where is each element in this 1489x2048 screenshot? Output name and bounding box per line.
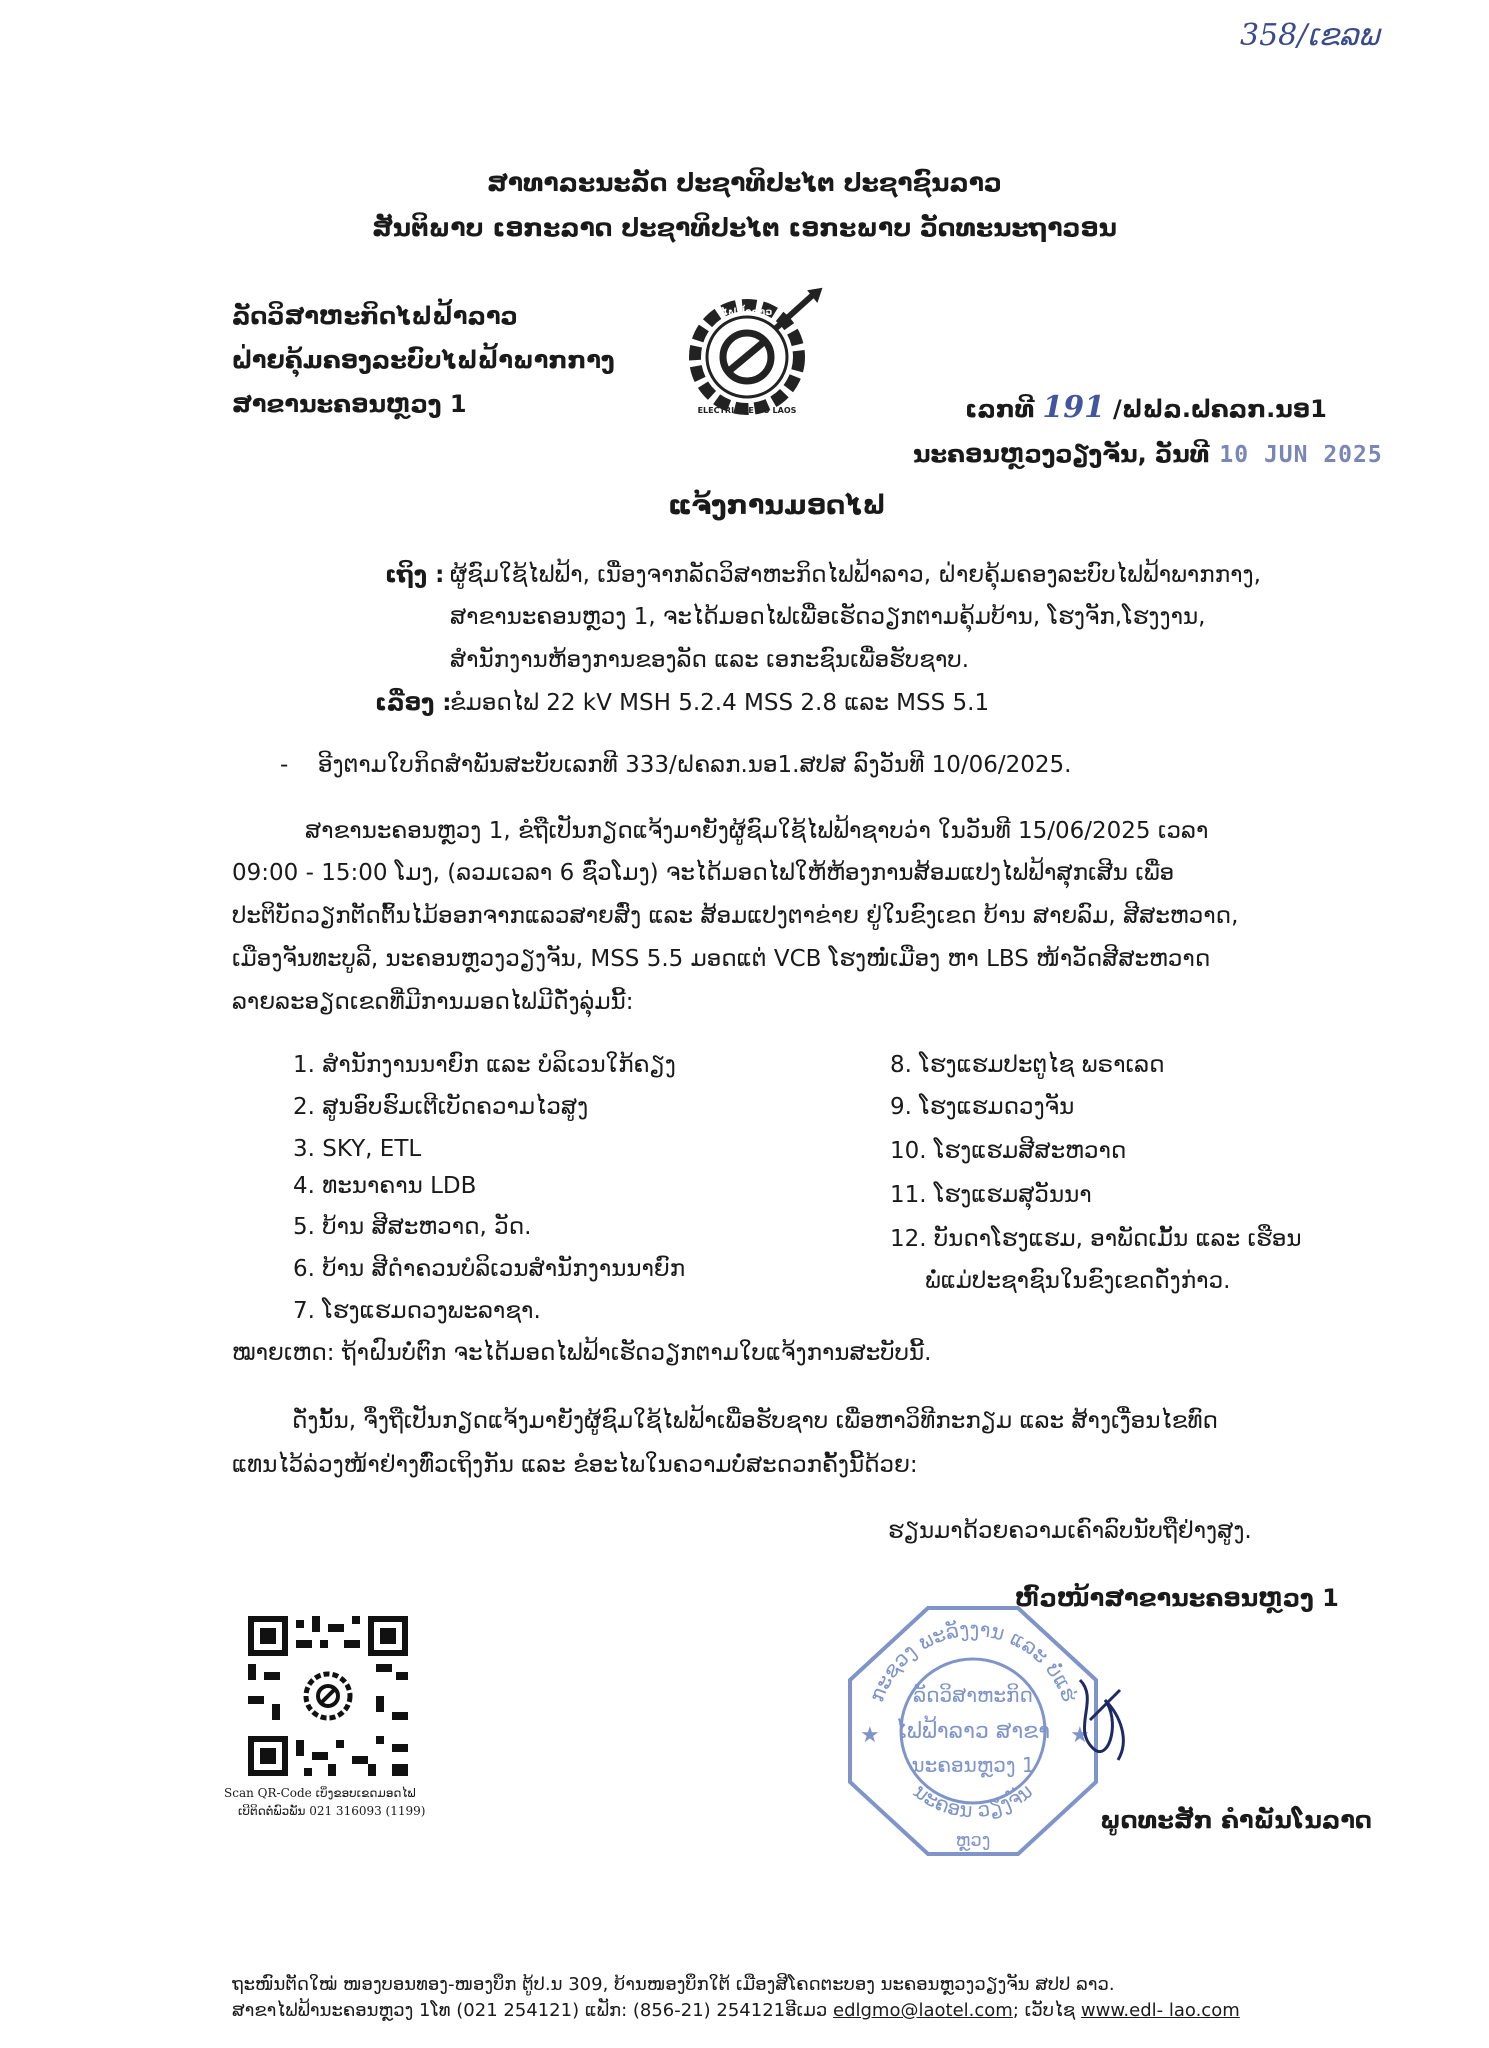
signatory-title: ຫົວໜ້າສາຂານະຄອນຫຼວງ 1 xyxy=(1015,1584,1339,1612)
signatory-name: ພູດທະສັກ ຄຳພັນໂນລາດ xyxy=(1100,1806,1372,1834)
footer-email[interactable]: edlgmo@laotel.com xyxy=(833,2000,1013,2021)
footer-website[interactable]: www.edl- lao.com xyxy=(1080,2000,1240,2021)
stamp-center-1: ລັດວິສາຫະກິດ xyxy=(913,1683,1033,1707)
list-item: 12. ບັນດາໂຮງແຮມ, ອາພັດເມັ້ນ ແລະ ເຮືອນ xyxy=(890,1226,1302,1252)
list-item: 7. ໂຮງແຮມດວງພະລາຊາ. xyxy=(293,1298,541,1324)
closing-line2: ແທນໄວ້ລ່ວງໜ້າຢ່າງທົ່ວເຖິງກັນ ແລະ ຂໍອະໄພໃນຄວາມບໍ່ສະດວກຄັ້ງນີ້ດ້ວຍ: xyxy=(232,1452,918,1478)
ref-suffix: /ຟຟລ.ຝຄລກ.ນອ1 xyxy=(1113,395,1327,423)
date-stamp: 10 JUN 2025 xyxy=(1219,442,1383,468)
star-icon: ★ xyxy=(1070,1723,1090,1748)
subject-label: ເລື່ອງ : xyxy=(375,690,452,716)
stamp-ring-top: ກະຊວງ ພະລັງງານ ແລະ ບໍ່ແຮ່ xyxy=(864,1616,1082,1706)
list-item: 8. ໂຮງແຮມປະຕູໄຊ ພຣາເລດ xyxy=(890,1052,1165,1078)
document-title: ແຈ້ງການມອດໄຟ xyxy=(668,490,886,521)
stamp-ring-bottom: ນະຄອນ ວຽງຈັນ xyxy=(909,1778,1037,1823)
body-line2: 09:00 - 15:00 ໂມງ, (ລວມເວລາ 6 ຊົ່ວໂມງ) ຈະໄດ້ມອດໄຟໃຫ້ຫ້ອງການສ້ອມແປງໄຟຟ້າສຸກເສີນ ເພື່ອ xyxy=(232,860,1175,886)
org-name: ລັດວິສາຫະກິດໄຟຟ້າລາວ xyxy=(232,302,518,330)
place-label: ນະຄອນຫຼວງວຽງຈັນ, ວັນທີ xyxy=(913,440,1210,468)
place-and-date xyxy=(913,440,1383,468)
body-line4: ເມືອງຈັນທະບູລີ, ນະຄອນຫຼວງວຽງຈັນ, MSS 5.5 ມອດແຕ່ VCB ໂຮງໜໍ່ເມືອງ ຫາ LBS ໜ້າວັດສີສະຫວາດ xyxy=(232,946,1211,972)
qr-code-icon xyxy=(248,1616,408,1776)
edl-logo xyxy=(675,285,830,430)
list-item: 4. ທະນາຄານ LDB xyxy=(293,1173,477,1199)
list-item: 9. ໂຮງແຮມດວງຈັນ xyxy=(890,1094,1075,1120)
qr-caption-line2: ເບີຕິດຕໍ່ພົວພັນ 021 316093 (1199) xyxy=(238,1804,426,1818)
list-item: 2. ສູນອົບຮົມເຕີເບັດຄວາມໄວສູງ xyxy=(293,1094,589,1120)
list-item: 6. ບ້ານ ສີດຳຄວນບໍລິເວນສຳນັກງານນາຍົກ xyxy=(293,1256,686,1282)
list-item: 1. ສຳນັກງານນາຍົກ ແລະ ບໍລິເວນໃກ້ຄຽງ xyxy=(293,1052,676,1078)
footer-phone-fax: ສາຂາໄຟຟ້ານະຄອນຫຼວງ 1ໂທ (021 254121) ແຟັກ: (856-21) 254121ອີເມວ xyxy=(232,2000,828,2021)
stamp-ring-label: ຫຼວງ xyxy=(955,1830,991,1851)
subject-text: ຂໍມອດໄຟ 22 kV MSH 5.2.4 MSS 2.8 ແລະ MSS 5.1 xyxy=(450,690,990,716)
logo-bottom-text: ELECTRICITE DU LAOS xyxy=(697,406,797,415)
logo-top-text: ໄຟຟ້າລາວ xyxy=(721,307,773,318)
footer-address: ຖະໜົນຕັດໃໝ່ ໜອງບອນທອງ-ໜອງບຶກ ຕູ້ປ.ນ 309, ບ້ານໜອງບຶກໃຕ້ ເມືອງສີໂຄດຕະບອງ ນະຄອນຫຼວງວຽງຈັນ ສປປ ລາວ. xyxy=(232,1974,1115,1995)
note: ໝາຍເຫດ: ຖ້າຝົນບໍ່ຕົກ ຈະໄດ້ມອດໄຟຟ້າເຮັດວຽກຕາມໃບແຈ້ງການສະບັບນີ້. xyxy=(232,1340,932,1366)
corner-handwritten-note: 358/ເຂລພ xyxy=(1240,18,1380,53)
national-header-line1: ສາທາລະນະລັດ ປະຊາທິປະໄຕ ປະຊາຊົນລາວ xyxy=(487,168,1002,197)
reference-text: ອີງຕາມໃບກິດສຳພັນສະບັບເລກທີ 333/ຝຄລກ.ນອ1.ສປສ ລົງວັນທີ 10/06/2025. xyxy=(318,752,1072,778)
org-department: ຝ່າຍຄຸ້ມຄອງລະບົບໄຟຟ້າພາກກາງ xyxy=(232,346,615,374)
to-label: ເຖິງ : xyxy=(385,562,445,588)
body-line5: ລາຍລະອຽດເຂດທີ່ມີການມອດໄຟມີດັ່ງລຸ່ມນີ້: xyxy=(232,989,634,1015)
ref-prefix: ເລກທີ xyxy=(965,395,1035,423)
svg-text:ນະຄອນ ວຽງຈັນ xyxy=(909,1779,1037,1823)
list-item: 10. ໂຮງແຮມສີສະຫວາດ xyxy=(890,1138,1127,1164)
national-header-line2: ສັນຕິພາບ ເອກະລາດ ປະຊາທິປະໄຕ ເອກະພາບ ວັດທະນະຖາວອນ xyxy=(372,213,1117,242)
body-line1: ສາຂານະຄອນຫຼວງ 1, ຂໍຖືເປັນກຽດແຈ້ງມາຍັງຜູ້ຊົມໃຊ້ໄຟຟ້າຊາບວ່າ ໃນວັນທີ 15/06/2025 ເວລາ xyxy=(305,818,1209,844)
stamp-center-2: ໄຟຟ້າລາວ ສາຂາ xyxy=(895,1719,1051,1744)
stamp-center-3: ນະຄອນຫຼວງ 1 xyxy=(911,1753,1035,1777)
list-item: 3. SKY, ETL xyxy=(293,1136,422,1162)
qr-code[interactable] xyxy=(248,1616,408,1776)
edl-logo-icon xyxy=(675,285,830,430)
reference-bullet: - xyxy=(280,752,289,778)
list-item: 5. ບ້ານ ສີສະຫວາດ, ວັດ. xyxy=(293,1214,532,1240)
to-line1: ຜູ້ຊົມໃຊ້ໄຟຟ້າ, ເນື່ອງຈາກລັດວິສາຫະກິດໄຟຟ້າລາວ, ຝ່າຍຄຸ້ມຄອງລະບົບໄຟຟ້າພາກກາງ, xyxy=(450,562,1261,588)
ref-number: 191 xyxy=(1042,390,1106,425)
footer-contacts xyxy=(232,2000,1240,2021)
list-item: ພໍ່ແມ່ປະຊາຊົນໃນຂົງເຂດດັ່ງກ່າວ. xyxy=(925,1268,1231,1294)
qr-caption-line1: Scan QR-Code ເບິ່ງຂອບເຂດມອດໄຟ xyxy=(224,1786,416,1800)
star-icon: ★ xyxy=(860,1723,880,1748)
to-line3: ສຳນັກງານຫ້ອງການຂອງລັດ ແລະ ເອກະຊົນເພື່ອຮັບຊາບ. xyxy=(450,647,970,673)
signature-scribble xyxy=(1060,1660,1140,1780)
to-line2: ສາຂານະຄອນຫຼວງ 1, ຈະໄດ້ມອດໄຟເພື່ອເຮັດວຽກຕາມຄຸ້ມບ້ານ, ໂຮງຈັກ,ໂຮງງານ, xyxy=(450,604,1206,630)
reference-number xyxy=(965,390,1327,425)
footer-web-label: ; ເວັບໄຊ xyxy=(1012,2000,1076,2021)
closing-line1: ດັ່ງນັ້ນ, ຈຶ່ງຖືເປັນກຽດແຈ້ງມາຍັງຜູ້ຊົມໃຊ້ໄຟຟ້າເພື່ອຮັບຊາບ ເພື່ອຫາວິທີກະກຽມ ແລະ ສ້າງເງື່ອນໄຂທົດ xyxy=(292,1408,1218,1434)
org-branch: ສາຂານະຄອນຫຼວງ 1 xyxy=(232,390,467,418)
list-item: 11. ໂຮງແຮມສຸວັນນາ xyxy=(890,1182,1092,1208)
body-line3: ປະຕິບັດວຽກຕັດຕົ້ນໄມ້ອອກຈາກແລວສາຍສົ່ງ ແລະ ສ້ອມແປງຕາຂ່າຍ ຢູ່ໃນຂົງເຂດ ບ້ານ ສາຍລົມ, ສີສະຫວາດ, xyxy=(232,903,1239,929)
signature-mark xyxy=(1060,1660,1140,1780)
closing-regards: ຮຽນມາດ້ວຍຄວາມເຄົາລົບນັບຖືຢ່າງສູງ. xyxy=(888,1518,1252,1544)
